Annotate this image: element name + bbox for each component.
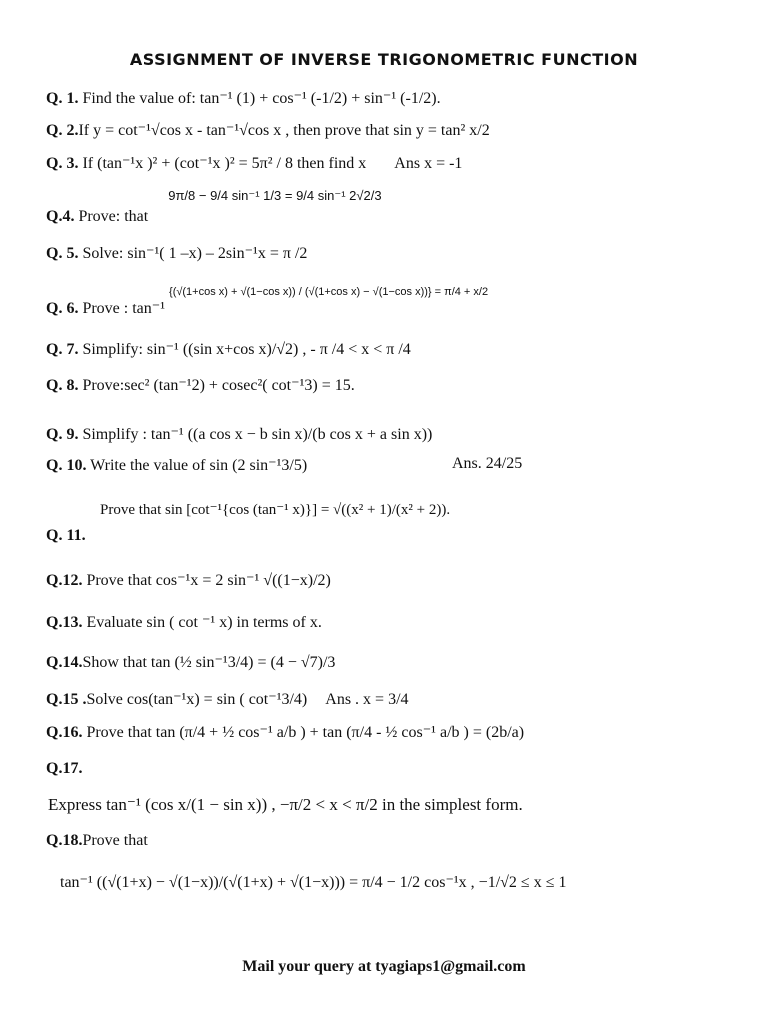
question-text: Prove : tan⁻¹ bbox=[78, 300, 166, 317]
question-text: Show that tan (½ sin⁻¹3/4) = (4 − √7)/3 bbox=[82, 654, 336, 671]
question-text: Prove that cos⁻¹x = 2 sin⁻¹ √((1−x)/2) bbox=[82, 572, 331, 589]
question-16 bbox=[46, 722, 524, 742]
question-label: Q. 11. bbox=[46, 527, 86, 544]
equation: {(√(1+cos x) + √(1−cos x)) / (√(1+cos x) − √(1−cos x))} = π/4 + x/2 bbox=[169, 286, 489, 298]
question-1 bbox=[46, 88, 441, 108]
question-10 bbox=[46, 455, 307, 475]
question-label: Q. 3. bbox=[46, 155, 79, 172]
question-text: Prove that tan (π/4 + ½ cos⁻¹ a/b ) + tan (π/4 - ½ cos⁻¹ a/b ) = (2b/a) bbox=[82, 724, 525, 741]
question-text: Find the value of: tan⁻¹ (1) + cos⁻¹ (-1/2) + sin⁻¹ (-1/2). bbox=[78, 90, 441, 107]
question-11 bbox=[46, 527, 86, 545]
question-13 bbox=[46, 612, 322, 632]
question-label: Q. 8. bbox=[46, 377, 79, 394]
question-text: Evaluate sin ( cot ⁻¹ x) in terms of x. bbox=[82, 614, 322, 631]
question-6 bbox=[46, 286, 489, 318]
question-8 bbox=[46, 375, 355, 395]
question-text: Prove:sec² (tan⁻¹2) + cosec²( cot⁻¹3) = 15. bbox=[78, 377, 355, 394]
question-label: Q.18. bbox=[46, 832, 83, 849]
question-label: Q. 9. bbox=[46, 426, 79, 443]
answer: Ans. 24/25 bbox=[452, 455, 523, 472]
answer: Ans x = -1 bbox=[394, 155, 463, 172]
question-label: Q.17. bbox=[46, 760, 83, 777]
equation: 9π/8 − 9/4 sin⁻¹ 1/3 = 9/4 sin⁻¹ 2√2/3 bbox=[168, 188, 382, 203]
question-12 bbox=[46, 570, 331, 590]
question-text: Simplify: sin⁻¹ ((sin x+cos x)/√2) , - π /4 < x < π /4 bbox=[78, 341, 411, 358]
question-5 bbox=[46, 243, 307, 263]
question-label: Q. 5. bbox=[46, 245, 79, 262]
question-9 bbox=[46, 424, 432, 444]
question-label: Q. 7. bbox=[46, 341, 79, 358]
question-text: If y = cot⁻¹√cos x - tan⁻¹√cos x , then prove that sin y = tan² x/2 bbox=[78, 122, 490, 139]
question-18-formula: tan⁻¹ ((√(1+x) − √(1−x))/(√(1+x) + √(1−x))) = π/4 − 1/2 cos⁻¹x , −1/√2 ≤ x ≤ 1 bbox=[60, 874, 567, 891]
question-label: Q.14. bbox=[46, 654, 83, 671]
question-label: Q.16. bbox=[46, 724, 83, 741]
question-14 bbox=[46, 652, 335, 672]
question-label: Q. 2. bbox=[46, 122, 79, 139]
question-text: If (tan⁻¹x )² + (cot⁻¹x )² = 5π² / 8 then find x bbox=[78, 155, 367, 172]
question-label: Q. 1. bbox=[46, 90, 79, 107]
question-label: Q.15 . bbox=[46, 691, 87, 708]
question-15 bbox=[46, 689, 409, 709]
question-text: Write the value of sin (2 sin⁻¹3/5) bbox=[86, 457, 308, 474]
question-label: Q.4. bbox=[46, 208, 75, 225]
question-3 bbox=[46, 153, 462, 173]
question-17 bbox=[46, 760, 82, 778]
question-text: Solve cos(tan⁻¹x) = sin ( cot⁻¹3/4) bbox=[86, 691, 308, 708]
question-label: Q. 6. bbox=[46, 300, 79, 317]
question-label: Q.12. bbox=[46, 572, 83, 589]
page-title: ASSIGNMENT OF INVERSE TRIGONOMETRIC FUNCTION bbox=[129, 50, 639, 69]
question-label: Q. 10. bbox=[46, 457, 87, 474]
question-text: Simplify : tan⁻¹ ((a cos x − b sin x)/(b cos x + a sin x)) bbox=[78, 426, 433, 443]
question-11-formula: Prove that sin [cot⁻¹{cos (tan⁻¹ x)}] = √((x² + 1)/(x² + 2)). bbox=[100, 502, 451, 518]
question-label: Q.13. bbox=[46, 614, 83, 631]
question-2 bbox=[46, 120, 490, 140]
question-4 bbox=[46, 188, 382, 226]
answer: Ans . x = 3/4 bbox=[325, 691, 409, 708]
question-text: Prove that bbox=[82, 832, 148, 849]
question-text: Prove: that bbox=[74, 208, 149, 225]
footer-contact: Mail your query at tyagiaps1@gmail.com bbox=[242, 958, 526, 975]
question-text: Solve: sin⁻¹( 1 –x) – 2sin⁻¹x = π /2 bbox=[78, 245, 308, 262]
question-17-formula: Express tan⁻¹ (cos x/(1 − sin x)) , −π/2 < x < π/2 in the simplest form. bbox=[48, 795, 523, 814]
question-7 bbox=[46, 339, 411, 359]
question-18 bbox=[46, 832, 148, 850]
